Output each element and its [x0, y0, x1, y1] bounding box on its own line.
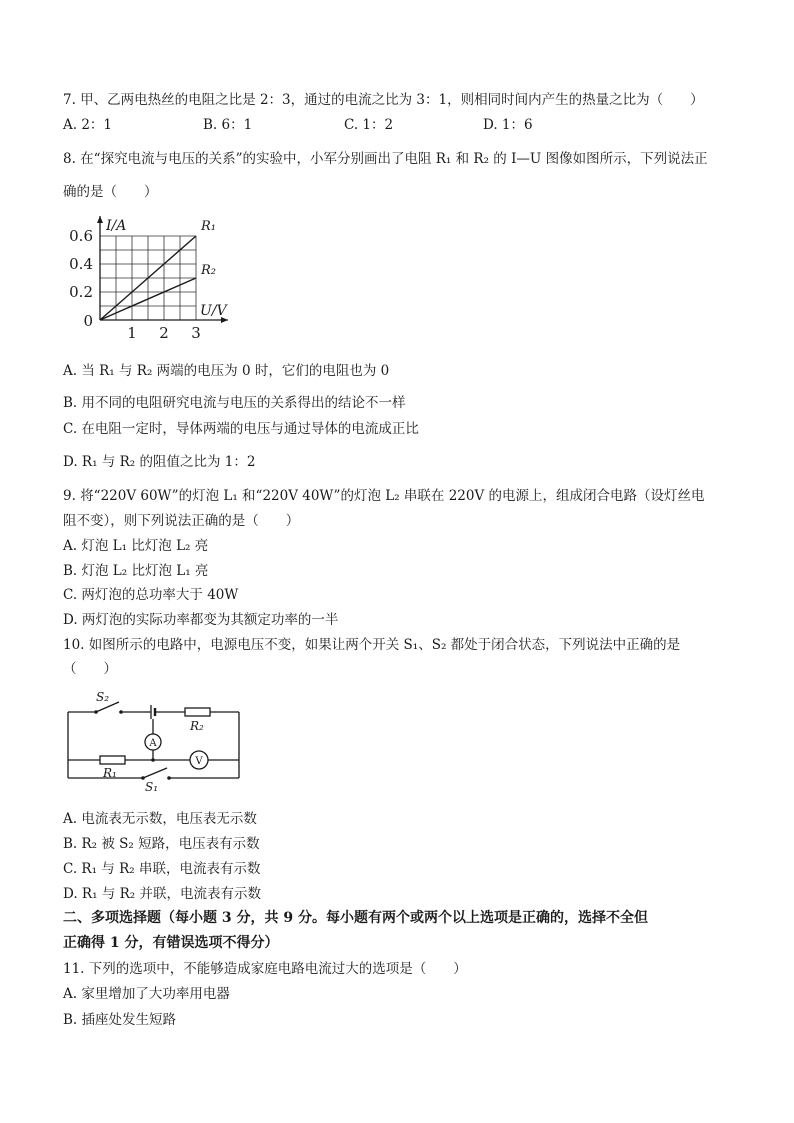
label-r1: R₁ — [103, 766, 117, 780]
origin-label: 0 — [83, 312, 93, 330]
s1-contact-right — [167, 776, 171, 780]
s2-contact-left — [94, 710, 98, 714]
s2-contact-right — [119, 710, 123, 714]
q10-option-b: B. R₂ 被 S₂ 短路，电压表有示数 — [63, 836, 260, 852]
q8-option-a: A. 当 R₁ 与 R₂ 两端的电压为 0 时，它们的电阻也为 0 — [63, 363, 390, 379]
q11-option-a: A. 家里增加了大功率用电器 — [63, 986, 230, 1002]
junction-dot — [151, 758, 155, 762]
label-s2: S₂ — [96, 690, 110, 704]
circuit-diagram — [63, 688, 248, 804]
label-s1: S₁ — [145, 780, 159, 794]
q9-option-d: D. 两灯泡的实际功率都变为其额定功率的一半 — [63, 612, 339, 628]
label-voltmeter: V — [195, 756, 203, 767]
iu-graph — [63, 210, 233, 344]
q11-option-b: B. 插座处发生短路 — [63, 1012, 177, 1028]
q10-option-a: A. 电流表无示数，电压表无示数 — [63, 811, 257, 827]
q8-stem-line2: 确的是（ ） — [63, 184, 158, 200]
label-r2: R₂ — [190, 719, 204, 733]
resistor-r1 — [100, 756, 125, 764]
q8-stem-line1: 8. 在“探究电流与电压的关系”的实验中，小军分别画出了电阻 R₁ 和 R₂ 的 I—U 图像如图所示，下列说法正 — [63, 151, 708, 167]
q7-option-d: D. 1：6 — [483, 117, 533, 133]
q9-stem-line2: 阻不变），则下列说法正确的是（ ） — [63, 513, 300, 529]
x-tick-label: 2 — [159, 324, 169, 340]
y-axis-label: I/A — [106, 218, 127, 234]
q7-options — [63, 116, 743, 134]
switch-s1 — [143, 768, 167, 778]
q10-stem-line1: 10. 如图所示的电路中，电源电压不变，如果让两个开关 S₁、S₂ 都处于闭合状态，下列说法中正确的是 — [63, 637, 681, 653]
series-label-2: R₂ — [201, 263, 216, 278]
section2-heading-line1: 二、多项选择题（每小题 3 分，共 9 分。每小题有两个或两个以上选项是正确的，选择不全但 — [63, 910, 648, 926]
q7-stem: 7. 甲、乙两电热丝的电阻之比是 2：3，通过的电流之比为 3：1，则相同时间内产生的热量之比为（ ） — [63, 92, 704, 108]
q9-stem-line1: 9. 将“220V 60W”的灯泡 L₁ 和“220V 40W”的灯泡 L₂ 串联在 220V 的电源上，组成闭合电路（设灯丝电 — [63, 488, 705, 504]
q11-stem: 11. 下列的选项中，不能够造成家庭电路电流过大的选项是（ ） — [63, 961, 467, 977]
q10-stem-line2: （ ） — [63, 661, 117, 677]
q9-option-a: A. 灯泡 L₁ 比灯泡 L₂ 亮 — [63, 538, 209, 554]
y-axis-arrow — [97, 216, 103, 223]
circuit-svg — [63, 688, 248, 800]
q10-option-c: C. R₁ 与 R₂ 串联，电流表有示数 — [63, 861, 261, 877]
label-ammeter: A — [149, 738, 157, 749]
q9-option-b: B. 灯泡 L₂ 比灯泡 L₁ 亮 — [63, 563, 209, 579]
section2-heading-line2: 正确得 1 分，有错误选项不得分） — [63, 935, 279, 951]
q8-option-d: D. R₁ 与 R₂ 的阻值之比为 1：2 — [63, 454, 256, 470]
y-tick-label: 0.2 — [69, 283, 93, 301]
q10-option-d: D. R₁ 与 R₂ 并联，电流表有示数 — [63, 886, 261, 902]
q8-option-b: B. 用不同的电阻研究电流与电压的关系得出的结论不一样 — [63, 395, 406, 411]
q8-option-c: C. 在电阻一定时，导体两端的电压与通过导体的电流成正比 — [63, 421, 419, 437]
y-tick-label: 0.4 — [69, 255, 93, 273]
x-tick-label: 3 — [191, 324, 201, 340]
iu-graph-svg — [63, 210, 233, 340]
series-label-1: R₁ — [201, 219, 216, 234]
q7-option-c: C. 1：2 — [344, 117, 394, 133]
x-axis-label: U/V — [200, 303, 227, 319]
resistor-r2 — [185, 708, 210, 716]
q7-option-a: A. 2：1 — [63, 117, 113, 133]
y-tick-label: 0.6 — [69, 227, 93, 245]
q7-option-b: B. 6：1 — [203, 117, 253, 133]
x-tick-label: 1 — [127, 324, 137, 340]
q9-option-c: C. 两灯泡的总功率大于 40W — [63, 587, 239, 603]
